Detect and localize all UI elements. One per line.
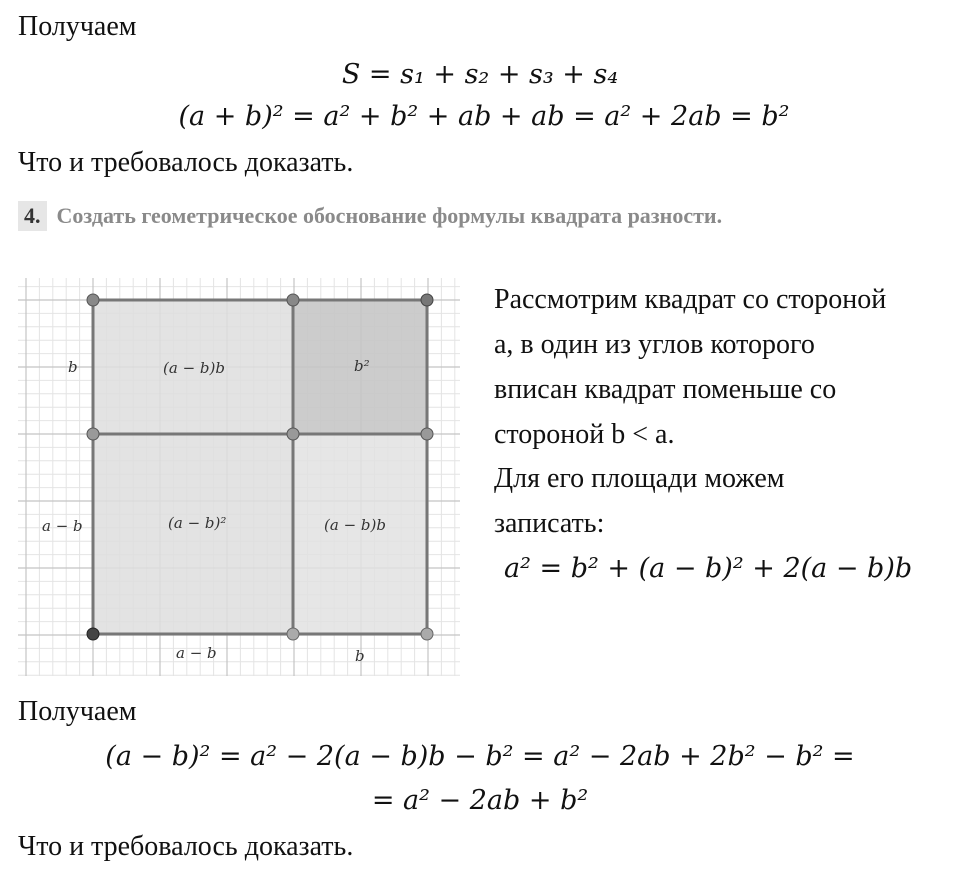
equation-result: = a² − 2ab + b²: [371, 785, 589, 816]
label-bottom-left-region: (a − b)²: [168, 514, 227, 532]
description-formula: a² = b² + (a − b)² + 2(a − b)b: [504, 553, 913, 584]
description-line-4: стороной b < a.: [494, 419, 675, 450]
label-top-left-region: (a − b)b: [163, 359, 225, 377]
intro-text-1: Получаем: [18, 11, 137, 42]
point: [421, 428, 433, 440]
label-left-bottom-side: a − b: [42, 517, 83, 535]
task-number: 4.: [18, 201, 47, 231]
point: [287, 628, 299, 640]
conclusion-text-2: Что и требовалось доказать.: [18, 831, 354, 862]
equation-square-of-sum: (a + b)² = a² + b² + ab + ab = a² + 2ab = b²: [178, 101, 790, 132]
label-bottom-left-side: a − b: [176, 644, 217, 662]
equation-area-sum: S = s₁ + s₂ + s₃ + s₄: [341, 59, 619, 90]
region-bottom-right: [293, 434, 427, 634]
description-line-1: Рассмотрим квадрат со стороной: [494, 284, 887, 315]
point: [421, 628, 433, 640]
intro-text-2: Получаем: [18, 696, 137, 727]
task-text: Создать геометрическое обоснование формулы квадрата разности.: [56, 203, 723, 228]
region-bottom-left: [93, 434, 293, 634]
task-heading: [18, 198, 722, 234]
geometric-figure: [18, 278, 460, 676]
label-top-right-region: b²: [354, 357, 370, 375]
point: [287, 428, 299, 440]
description-line-6: записать:: [494, 508, 605, 539]
conclusion-text-1: Что и требовалось доказать.: [18, 147, 354, 178]
label-bottom-right-region: (a − b)b: [324, 516, 386, 534]
label-bottom-right-side: b: [355, 647, 365, 665]
point: [87, 294, 99, 306]
point: [87, 428, 99, 440]
point: [287, 294, 299, 306]
label-left-top-side: b: [68, 358, 78, 376]
point: [87, 628, 99, 640]
description-line-2: a, в один из углов которого: [494, 329, 815, 360]
point: [421, 294, 433, 306]
description-line-5: Для его площади можем: [494, 463, 785, 494]
description-line-3: вписан квадрат поменьше со: [494, 374, 837, 405]
equation-square-of-difference: (a − b)² = a² − 2(a − b)b − b² = a² − 2ab + 2b² − b² =: [105, 741, 855, 772]
